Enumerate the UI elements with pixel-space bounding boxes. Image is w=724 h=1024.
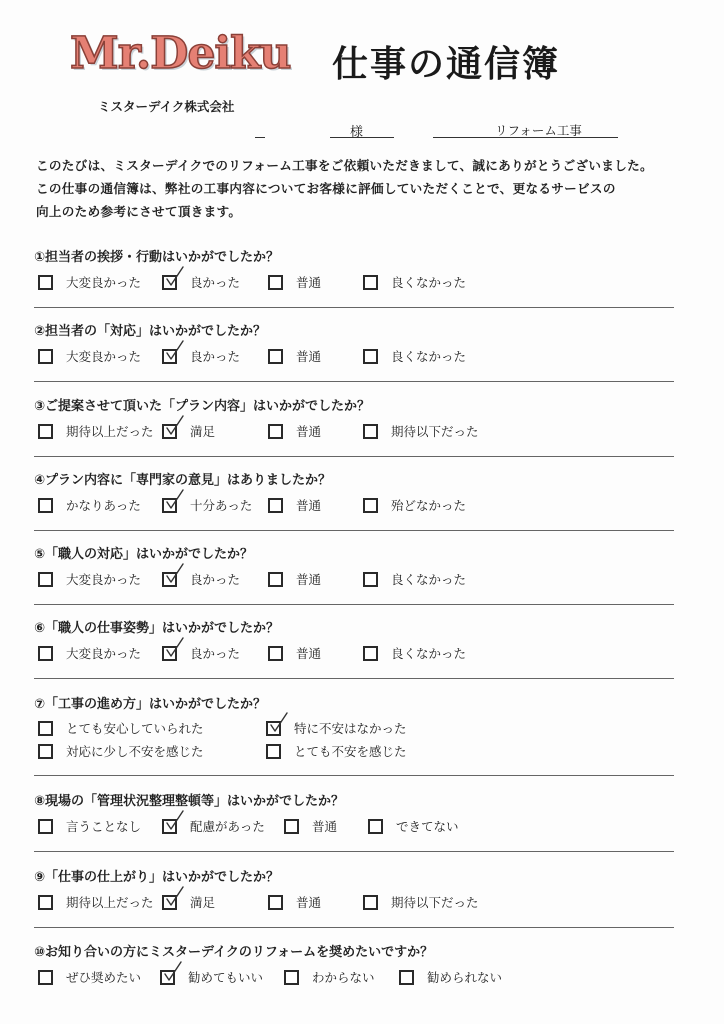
section-divider [34, 851, 674, 852]
question-2-title: ②担当者の「対応」はいかがでしたか？ [34, 324, 267, 339]
checkmark-icon [165, 415, 185, 437]
checkbox[interactable] [38, 424, 53, 439]
option-label: 普通 [296, 349, 322, 364]
option-label: 普通 [312, 819, 338, 834]
q10-option-1[interactable] [38, 968, 141, 986]
checkbox[interactable] [363, 275, 378, 290]
option-label: 大変良かった [66, 275, 142, 290]
checkbox[interactable] [38, 498, 53, 513]
option-label: 良くなかった [391, 646, 467, 661]
section-divider [34, 456, 674, 457]
checked-checkbox[interactable] [162, 275, 177, 290]
q10-option-4[interactable] [399, 968, 502, 986]
q9-option-2[interactable] [162, 893, 215, 911]
q8-option-3[interactable] [284, 817, 337, 835]
checkbox[interactable] [266, 744, 281, 759]
q10-option-3[interactable] [284, 968, 375, 986]
checkbox[interactable] [268, 572, 283, 587]
checkbox[interactable] [268, 424, 283, 439]
q4-option-4[interactable] [363, 496, 466, 514]
q8-option-4[interactable] [368, 817, 459, 835]
checked-checkbox[interactable] [162, 498, 177, 513]
q7-option-2[interactable] [266, 719, 407, 737]
option-label: 良かった [190, 646, 241, 661]
q4-option-2[interactable] [162, 496, 252, 514]
section-divider [34, 604, 674, 605]
checkmark-icon [165, 637, 185, 659]
checkbox[interactable] [363, 498, 378, 513]
question-6-title: ⑥「職人の仕事姿勢」はいかがでしたか？ [34, 621, 280, 636]
q6-option-3[interactable] [268, 644, 321, 662]
q3-option-2[interactable] [162, 422, 215, 440]
checked-checkbox[interactable] [162, 646, 177, 661]
question-7-title: ⑦「工事の進め方」はいかがでしたか？ [34, 697, 267, 712]
option-label: 普通 [296, 646, 322, 661]
option-label: かなりあった [66, 498, 141, 513]
question-5-title: ⑤「職人の対応」はいかがでしたか？ [34, 547, 254, 562]
intro-paragraph [36, 154, 696, 223]
checkbox[interactable] [368, 819, 383, 834]
question-3-title: ③ご提案させて頂いた「プラン内容」はいかがでしたか？ [34, 399, 371, 414]
checked-checkbox[interactable] [162, 424, 177, 439]
q7-option-4[interactable] [266, 742, 407, 760]
option-label: 大変良かった [66, 646, 142, 661]
q2-option-1[interactable] [38, 347, 141, 365]
intro-line: このたびは、ミスターデイクでのリフォーム工事をご依頼いただきまして、誠にありがとうございました。 [36, 158, 653, 173]
q8-option-1[interactable] [38, 817, 141, 835]
q1-option-4[interactable] [363, 273, 466, 291]
option-label: 良かった [190, 275, 241, 290]
option-label: 期待以上だった [66, 895, 154, 910]
option-label: 勧められない [427, 970, 503, 985]
checked-checkbox[interactable] [162, 895, 177, 910]
checkbox[interactable] [38, 275, 53, 290]
checkbox[interactable] [38, 572, 53, 587]
question-9-title: ⑨「仕事の仕上がり」はいかがでしたか？ [34, 870, 280, 885]
checkbox[interactable] [363, 646, 378, 661]
option-label: 大変良かった [66, 349, 142, 364]
option-label: 対応に少し不安を感じた [66, 744, 204, 759]
q10-option-2[interactable] [160, 968, 263, 986]
checkbox[interactable] [363, 572, 378, 587]
option-label: 普通 [296, 895, 322, 910]
option-label: 普通 [296, 275, 322, 290]
checkbox[interactable] [38, 721, 53, 736]
document-title: 仕事の通信簿 [332, 44, 561, 85]
q5-option-4[interactable] [363, 570, 466, 588]
q6-option-4[interactable] [363, 644, 466, 662]
option-label: 満足 [190, 424, 216, 439]
checkbox[interactable] [284, 970, 299, 985]
logo-wordmark: Mr.Deiku [70, 28, 291, 79]
q2-option-3[interactable] [268, 347, 321, 365]
work-type-label: リフォーム工事 [495, 123, 582, 138]
checked-checkbox[interactable] [162, 349, 177, 364]
q5-option-3[interactable] [268, 570, 321, 588]
q9-option-1[interactable] [38, 893, 154, 911]
q4-option-3[interactable] [268, 496, 321, 514]
checkmark-icon [165, 563, 185, 585]
option-label: 満足 [190, 895, 216, 910]
q2-option-2[interactable] [162, 347, 240, 365]
q2-option-4[interactable] [363, 347, 466, 365]
option-label: 勧めてもいい [188, 970, 264, 985]
checkbox[interactable] [363, 895, 378, 910]
checkmark-icon [165, 810, 185, 832]
section-divider [34, 927, 674, 928]
question-8-title: ⑧現場の「管理状況整理整頓等」はいかがでしたか？ [34, 794, 345, 809]
checkbox[interactable] [38, 349, 53, 364]
section-divider [34, 381, 674, 382]
checkbox[interactable] [38, 970, 53, 985]
section-divider [34, 678, 674, 679]
option-label: 期待以下だった [391, 895, 479, 910]
question-10-title: ⑩お知り合いの方にミスターデイクのリフォームを奨めたいですか？ [34, 945, 434, 960]
checkbox[interactable] [38, 646, 53, 661]
checked-checkbox[interactable] [162, 819, 177, 834]
option-label: 良かった [190, 572, 241, 587]
section-divider [34, 530, 674, 531]
option-label: ぜひ奨めたい [66, 970, 142, 985]
section-divider [34, 775, 674, 776]
q9-option-3[interactable] [268, 893, 321, 911]
q6-option-2[interactable] [162, 644, 240, 662]
q9-option-4[interactable] [363, 893, 479, 911]
option-label: 配慮があった [190, 819, 265, 834]
option-label: 普通 [296, 424, 322, 439]
q7-option-3[interactable] [38, 742, 204, 760]
question-4-title: ④プラン内容に「専門家の意見」はありましたか？ [34, 473, 332, 488]
checkmark-icon [165, 340, 185, 362]
checkbox[interactable] [38, 744, 53, 759]
q1-option-3[interactable] [268, 273, 321, 291]
q6-option-1[interactable] [38, 644, 141, 662]
name-prefix-line [255, 137, 265, 138]
q3-option-1[interactable] [38, 422, 154, 440]
option-label: できてない [396, 819, 459, 834]
section-divider [34, 307, 674, 308]
checkbox[interactable] [268, 349, 283, 364]
q7-option-1[interactable] [38, 719, 204, 737]
checkbox[interactable] [399, 970, 414, 985]
checkbox[interactable] [284, 819, 299, 834]
q1-option-2[interactable] [162, 273, 240, 291]
q3-option-3[interactable] [268, 422, 321, 440]
option-label: 期待以下だった [391, 424, 479, 439]
option-label: 良くなかった [391, 275, 467, 290]
checkbox[interactable] [38, 819, 53, 834]
checkbox[interactable] [268, 275, 283, 290]
q8-option-2[interactable] [162, 817, 265, 835]
option-label: とても不安を感じた [294, 744, 407, 759]
option-label: 良かった [190, 349, 241, 364]
checkmark-icon [163, 961, 183, 983]
q3-option-4[interactable] [363, 422, 479, 440]
checkbox[interactable] [268, 646, 283, 661]
q1-option-1[interactable] [38, 273, 141, 291]
option-label: とても安心していられた [66, 721, 204, 736]
checked-checkbox[interactable] [266, 721, 281, 736]
option-label: 普通 [296, 572, 322, 587]
option-label: 普通 [296, 498, 322, 513]
checkmark-icon [165, 266, 185, 288]
checkbox[interactable] [38, 895, 53, 910]
option-label: 良くなかった [391, 349, 467, 364]
q5-option-1[interactable] [38, 570, 141, 588]
option-label: 大変良かった [66, 572, 142, 587]
checkmark-icon [165, 886, 185, 908]
checkbox[interactable] [268, 895, 283, 910]
question-1-title: ①担当者の挨拶・行動はいかがでしたか？ [34, 250, 280, 265]
honorific-label: 様 [350, 125, 364, 140]
intro-line: 向上のため参考にさせて頂きます。 [36, 204, 242, 219]
option-label: 殆どなかった [391, 498, 467, 513]
option-label: 特に不安はなかった [294, 721, 407, 736]
q4-option-1[interactable] [38, 496, 141, 514]
checkmark-icon [269, 712, 289, 734]
checkmark-icon [165, 489, 185, 511]
checkbox[interactable] [268, 498, 283, 513]
q5-option-2[interactable] [162, 570, 240, 588]
option-label: わからない [312, 970, 375, 985]
checked-checkbox[interactable] [162, 572, 177, 587]
option-label: 良くなかった [391, 572, 467, 587]
intro-line: この仕事の通信簿は、弊社の工事内容についてお客様に評価していただくことで、更なるサービスの [36, 181, 616, 196]
option-label: 十分あった [190, 498, 253, 513]
checkbox[interactable] [363, 349, 378, 364]
company-name: ミスターデイク株式会社 [98, 99, 235, 114]
option-label: 言うことなし [66, 819, 142, 834]
option-label: 期待以上だった [66, 424, 154, 439]
checked-checkbox[interactable] [160, 970, 175, 985]
checkbox[interactable] [363, 424, 378, 439]
